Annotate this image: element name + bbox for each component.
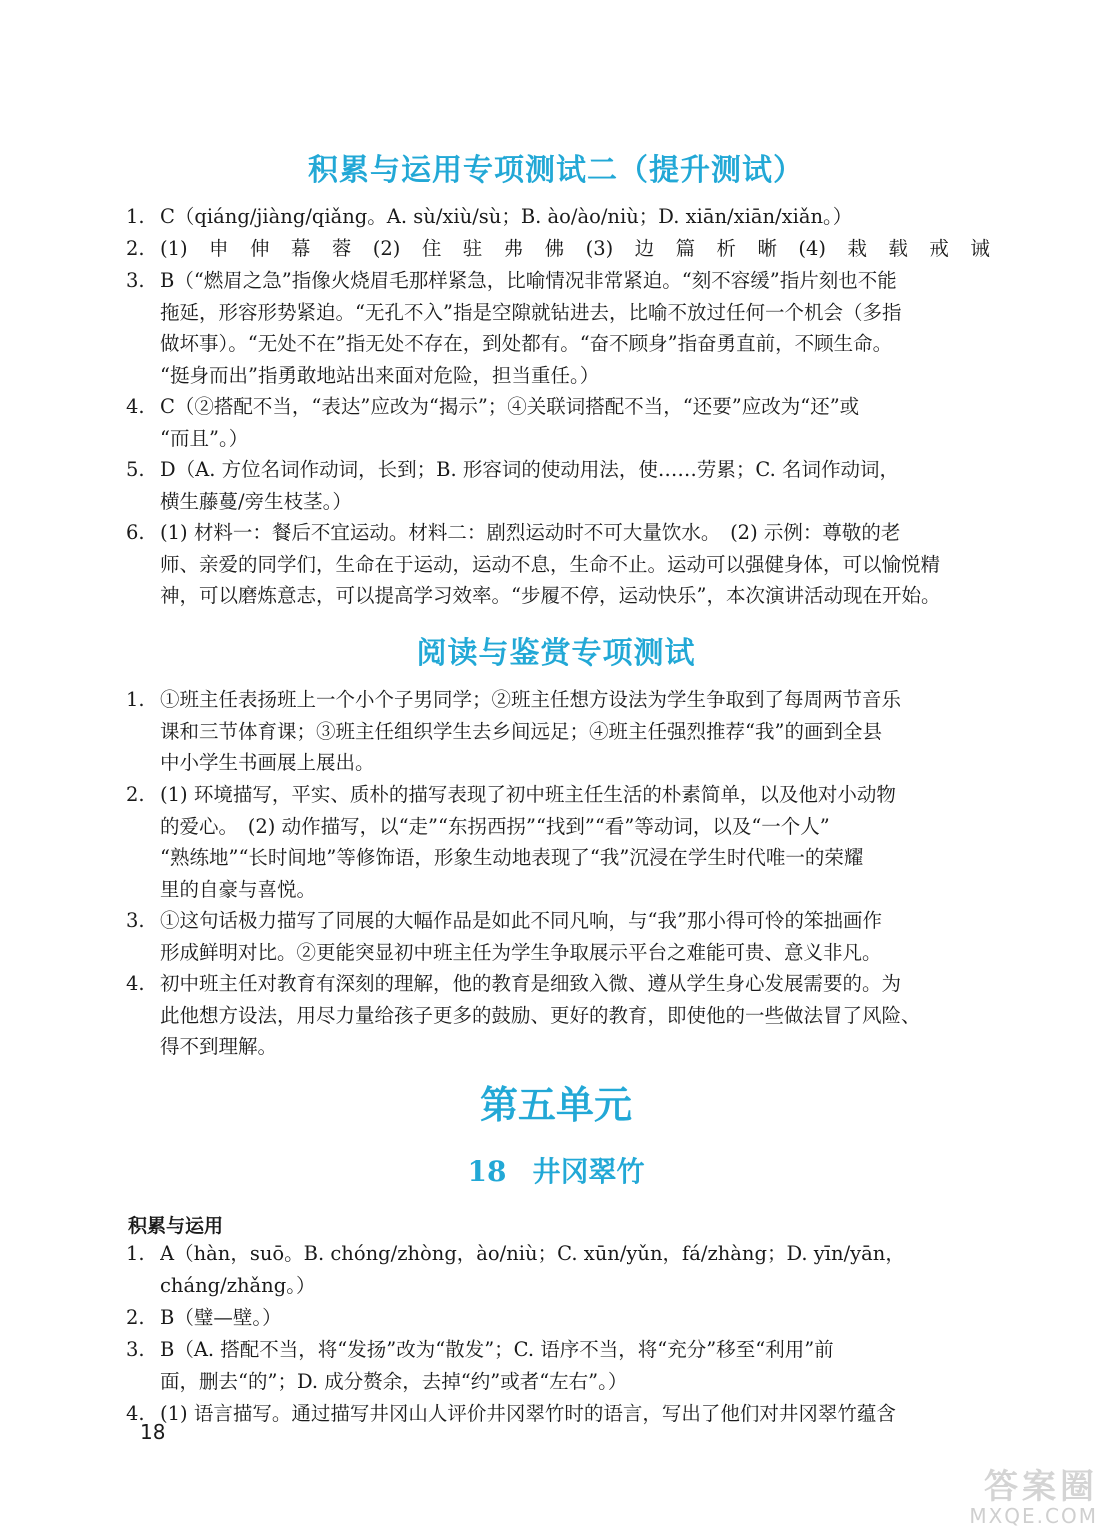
s1-item-6: 6. (1) 材料一：餐后不宜运动。材料二：剧烈运动时不可大量饮水。 (2) 示例：尊敬的老 师、亲爱的同学们，生命在于运动，运动不息，生命不止。运动可以强健身体，可以愉悦精 神，可以磨炼意志，可以提高学习效率。“步履不停，运动快乐”，本次演讲活动现在开始。 (126, 521, 941, 607)
watermark-site: MXQE.COM (969, 1504, 1098, 1528)
section-title-accumulation-test-2: 积累与运用专项测试二（提升测试） (308, 153, 804, 188)
s2-item-3: 3. ①这句话极力描写了同展的大幅作品是如此不同凡响，与“我”那小得可怜的笨拙画作 形成鲜明对比。②更能突显初中班主任为学生争取展示平台之难能可贵、意义非凡。 (126, 909, 882, 964)
lesson-title (0, 1150, 1112, 1190)
l-item-1: 1. A（hàn，suō。B. chóng/zhòng，ào/niù；C. xūn/yǔn，fá/zhàng；D. yīn/yān， cháng/zhǎng。） (126, 1242, 905, 1297)
section-title-reading-test: 阅读与鉴赏专项测试 (416, 636, 696, 671)
s2-item-1: 1. ①班主任表扬班上一个小个子男同学；②班主任想方设法为学生争取到了每周两节音乐 课和三节体育课；③班主任组织学生去乡间远足；④班主任强烈推荐“我”的画到全县 中小学生书画展上展出。 (126, 688, 902, 774)
l-item-4: 4. (1) 语言描写。通过描写井冈山人评价井冈翠竹时的语言，写出了他们对井冈翠竹蕴含 (126, 1402, 896, 1425)
s1-item-3: 3. B（“燃眉之急”指像火烧眉毛那样紧急，比喻情况非常紧迫。“刻不容缓”指片刻也不能 拖延，形容形势紧迫。“无孔不入”指是空隙就钻进去，比喻不放过任何一个机会（多指 做坏事）。“无处不在”指无处不存在，到处都有。“奋不顾身”指奋勇直前，不顾生命。 “挺身而出”指勇敢地站出来面对危险，担当重任。） (126, 269, 902, 387)
s2-item-4: 4. 初中班主任对教育有深刻的理解，他的教育是细致入微、遵从学生身心发展需要的。为 此他想方设法，用尽力量给孩子更多的鼓励、更好的教育，即使他的一些做法冒了风险、 得不到理解。 (126, 972, 921, 1058)
word-groups: (1) 申 伸 幕 蓉 (2) 住 驻 弗 佛 (3) 边 篇 析 晰 (4) 栽 载 戒 诫 (160, 237, 990, 260)
watermark (923, 1467, 1098, 1530)
s2-item-2: 2. (1) 环境描写，平实、质朴的描写表现了初中班主任生活的朴素简单，以及他对小动物 的爱心。 (2) 动作描写，以“走”“东拐西拐”“找到”“看”等动词，以及“一个人” “熟练地”“长时间地”等修饰语，形象生动地表现了“我”沉浸在学生时代唯一的荣耀 里的自豪与喜悦。 (126, 783, 896, 901)
subheading-accumulation: 积累与运用 (128, 1215, 224, 1237)
l-item-2: 2. B（璧—壁。） (126, 1306, 282, 1329)
lesson-number: 18 (467, 1155, 507, 1188)
s1-item-5: 5. D（A. 方位名词作动词，长到；B. 形容词的使动用法，使……劳累；C. 名词作动词， 横生藤蔓/旁生枝茎。） (126, 458, 899, 513)
l-item-3: 3. B（A. 搭配不当，将“发扬”改为“散发”；C. 语序不当，将“充分”移至“利用”前 面，删去“的”；D. 成分赘余，去掉“约”或者“左右”。） (126, 1338, 834, 1393)
lesson-name: 井冈翠竹 (532, 1155, 645, 1188)
watermark-logo: 答案圈 (984, 1467, 1098, 1507)
s1-item-2: 2. (1) 申 伸 幕 蓉 (2) 住 驻 弗 佛 (3) 边 篇 析 晰 (4) 栽 载 戒 诫 (126, 233, 990, 265)
unit-title: 第五单元 (479, 1083, 632, 1127)
page-number: 18 (140, 1420, 166, 1444)
s1-item-4: 4. C（②搭配不当，“表达”应改为“揭示”；④关联词搭配不当，“还要”应改为“还”或 “而且”。） (126, 395, 860, 450)
s1-item-1: 1. C（qiáng/jiàng/qiǎng。A. sù/xiù/sù；B. ào/ào/niù；D. xiān/xiān/xiǎn。） (126, 205, 853, 228)
